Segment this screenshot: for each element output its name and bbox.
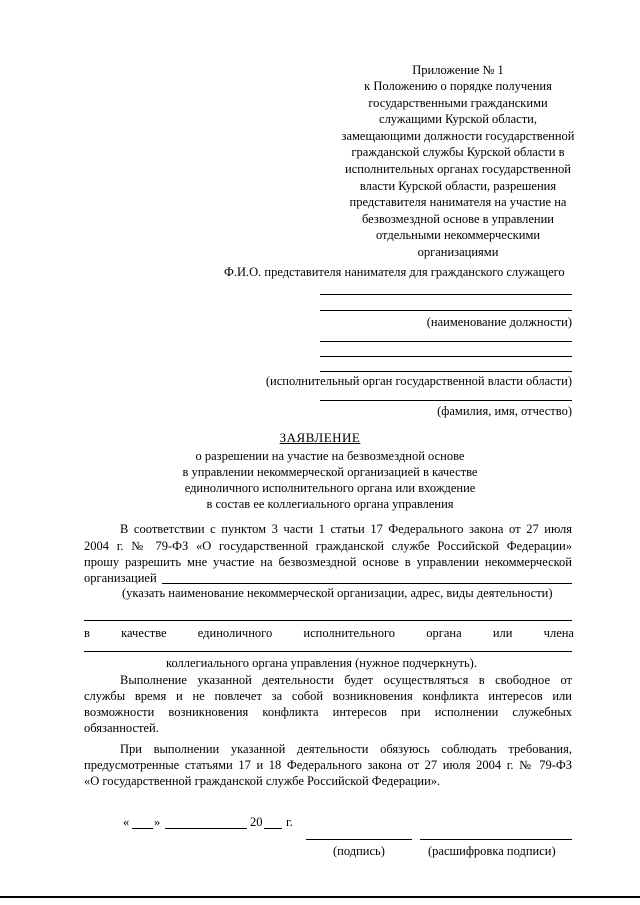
body-line: В соответствии с пунктом 3 части 1 статьи 17 Федерального закона от 27 июля [120, 522, 572, 536]
date-quote-open: « [123, 815, 130, 829]
appendix-line: отдельными некоммерческими [375, 228, 541, 243]
organ-hint: (исполнительный орган государственной власти области) [265, 374, 572, 388]
appendix-line: государственными гражданскими [368, 95, 548, 110]
role-word: члена [543, 626, 574, 640]
org-hint: (указать наименование некоммерческой организации, адрес, виды деятельности) [122, 586, 553, 600]
signature-decode-hint: (расшифровка подписи) [428, 844, 556, 858]
signature-line [306, 839, 412, 840]
body-line: «О государственной гражданской службе Российской Федерации». [84, 774, 441, 788]
body-line: При выполнении указанной деятельности обязуюсь соблюдать требования, [120, 742, 572, 756]
date-year-line [264, 828, 282, 829]
statement-subtitle [150, 448, 510, 512]
subtitle-line: о разрешении на участие на безвозмездной основе [195, 449, 465, 463]
date-year-prefix: 20 [250, 815, 263, 829]
date-day-line [132, 828, 153, 829]
appendix-title: Приложение № 1 [412, 63, 504, 77]
role-row [84, 625, 574, 641]
role-word: в [84, 626, 90, 640]
appendix-line: власти Курской области, разрешения [359, 178, 557, 193]
addressee-line [320, 294, 572, 295]
body-line: обязанностей. [84, 721, 159, 735]
appendix-line: представителя нанимателя на участие на [349, 195, 567, 210]
body-line: прошу разрешить мне участие на безвозмездной основе в управлении некоммерческой [84, 555, 572, 569]
signature-hint: (подпись) [333, 844, 385, 858]
representative-label: Ф.И.О. представителя нанимателя для гражданского служащего [224, 265, 565, 279]
page-bottom-edge [0, 896, 640, 898]
body-line: службы время и не повлечет за собой возникновения конфликта интересов или [84, 689, 572, 703]
body-line: предусмотренные статьями 17 и 18 Федерального закона от 27 июля 2004 г. № 79-ФЗ [84, 758, 572, 772]
role-word: исполнительного [303, 626, 396, 640]
role-word: органа [426, 626, 462, 640]
appendix-header [330, 62, 586, 261]
role-word: единоличного [197, 626, 273, 640]
addressee-line [320, 341, 572, 342]
org-fill-line [162, 583, 572, 584]
addressee-line [320, 310, 572, 311]
role-hint: коллегиального органа управления (нужное подчеркнуть). [166, 656, 477, 670]
addressee-line [320, 371, 572, 372]
statement-title-wrap [0, 430, 640, 446]
addressee-line [320, 400, 572, 401]
role-fill-line [84, 651, 572, 652]
body-line: Выполнение указанной деятельности будет осуществляться в свободное от [120, 673, 572, 687]
subtitle-line: в управлении некоммерческой организацией в качестве [182, 465, 478, 479]
appendix-line: гражданской службы Курской области в [351, 145, 565, 160]
appendix-line: замещающими должности государственной [341, 128, 575, 143]
appendix-line: к Положению о порядке получения [364, 79, 552, 93]
appendix-line: исполнительных органах государственной [345, 161, 571, 176]
signature-decode-line [420, 839, 572, 840]
role-word: качестве [121, 626, 167, 640]
subtitle-line: в состав ее коллегиального органа управления [206, 497, 454, 511]
appendix-line: организациями [417, 244, 499, 259]
date-year-suffix: г. [286, 815, 293, 829]
addressee-line [320, 356, 572, 357]
date-month-line [165, 828, 247, 829]
subtitle-line: единоличного исполнительного органа или вхождение [184, 481, 476, 495]
role-word: или [492, 626, 513, 640]
date-quote-close: » [154, 815, 161, 829]
body-line: возможности возникновения конфликта интересов при исполнении служебных [84, 705, 572, 719]
org-fill-line [84, 620, 572, 621]
position-hint: (наименование должности) [426, 315, 572, 329]
appendix-line: безвозмездной основе в управлении [361, 211, 554, 226]
body-line: организацией [84, 571, 157, 585]
statement-title: ЗАЯВЛЕНИЕ [279, 430, 361, 445]
appendix-line: служащими Курской области, [379, 112, 537, 127]
body-line: 2004 г. № 79-ФЗ «О государственной гражданской службе Российской Федерации» [84, 539, 572, 553]
fio-hint: (фамилия, имя, отчество) [437, 404, 572, 418]
